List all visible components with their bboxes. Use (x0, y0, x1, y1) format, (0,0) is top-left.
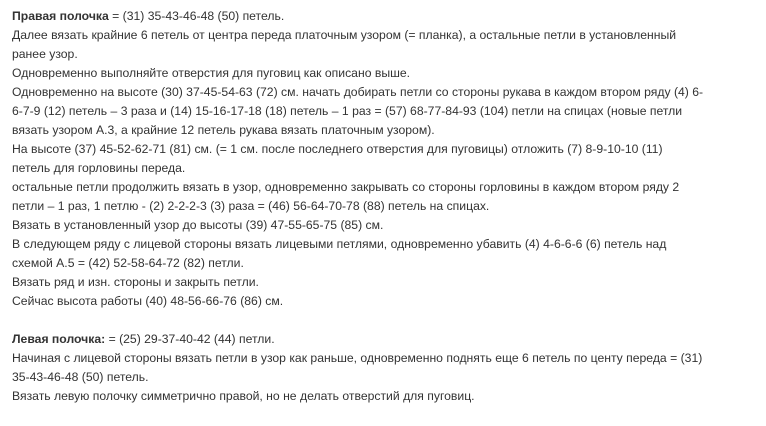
section-spacer (12, 311, 757, 330)
right-front-line-12: В следующем ряду с лицевой стороны вязать лицевыми петлями, одновременно убавить (4) 4-6-6-6 (6) петель над (12, 237, 667, 251)
right-front-heading: Правая полочка (12, 9, 109, 23)
right-front-line-5: 6-7-9 (12) петель – 3 раза и (14) 15-16-17-18 (18) петель – 1 раз = (57) 68-77-84-93 (104) петли на спицах (новые петли (12, 104, 683, 118)
right-front-line-9: остальные петли продолжить вязать в узор, одновременно закрывать со стороны горловины в каждом втором ряду 2 (12, 180, 680, 194)
left-front-line-1: Начиная с лицевой стороны вязать петли в узор как раньше, одновременно поднять еще 6 петель по центу переда = (31) (12, 351, 703, 365)
right-front-line-15: Сейчас высота работы (40) 48-56-66-76 (86) см. (12, 294, 284, 308)
right-front-line-7: На высоте (37) 45-52-62-71 (81) см. (= 1 см. после последнего отверстия для пуговицы) отложить (7) 8-9-10-10 (11) (12, 142, 663, 156)
right-front-heading-line (12, 7, 757, 26)
right-front-line-3: Одновременно выполняйте отверстия для пуговиц как описано выше. (12, 66, 411, 80)
left-front-line-2: 35-43-46-48 (50) петель. (12, 370, 149, 384)
right-front-line-6: вязать узором A.3, а крайние 12 петель рукава вязать платочным узором). (12, 123, 435, 137)
right-front-line-1: Далее вязать крайние 6 петель от центра переда платочным узором (= планка), а остальные петли в установленный (12, 28, 677, 42)
right-front-line-2: ранее узор. (12, 47, 78, 61)
right-front-line-10: петли – 1 раз, 1 петлю - (2) 2-2-2-3 (3) раза = (46) 56-64-70-78 (88) петель на спицах. (12, 199, 490, 213)
right-front-stitch-count: = (31) 35-43-46-48 (50) петель. (108, 9, 285, 23)
left-front-heading-line (12, 330, 757, 349)
right-front-line-14: Вязать ряд и изн. стороны и закрыть петли. (12, 275, 259, 289)
document-body (12, 7, 757, 406)
right-front-line-4: Одновременно на высоте (30) 37-45-54-63 (72) см. начать добирать петли со стороны рукава в каждом втором ряду (4) 6- (12, 85, 704, 99)
right-front-line-8: петель для горловины переда. (12, 161, 186, 175)
right-front-line-13: схемой A.5 = (42) 52-58-64-72 (82) петли. (12, 256, 244, 270)
left-front-heading: Левая полочка: (12, 332, 106, 346)
right-front-line-11: Вязать в установленный узор до высоты (39) 47-55-65-75 (85) см. (12, 218, 384, 232)
left-front-stitch-count: = (25) 29-37-40-42 (44) петли. (105, 332, 275, 346)
left-front-line-3: Вязать левую полочку симметрично правой, но не делать отверстий для пуговиц. (12, 389, 475, 403)
